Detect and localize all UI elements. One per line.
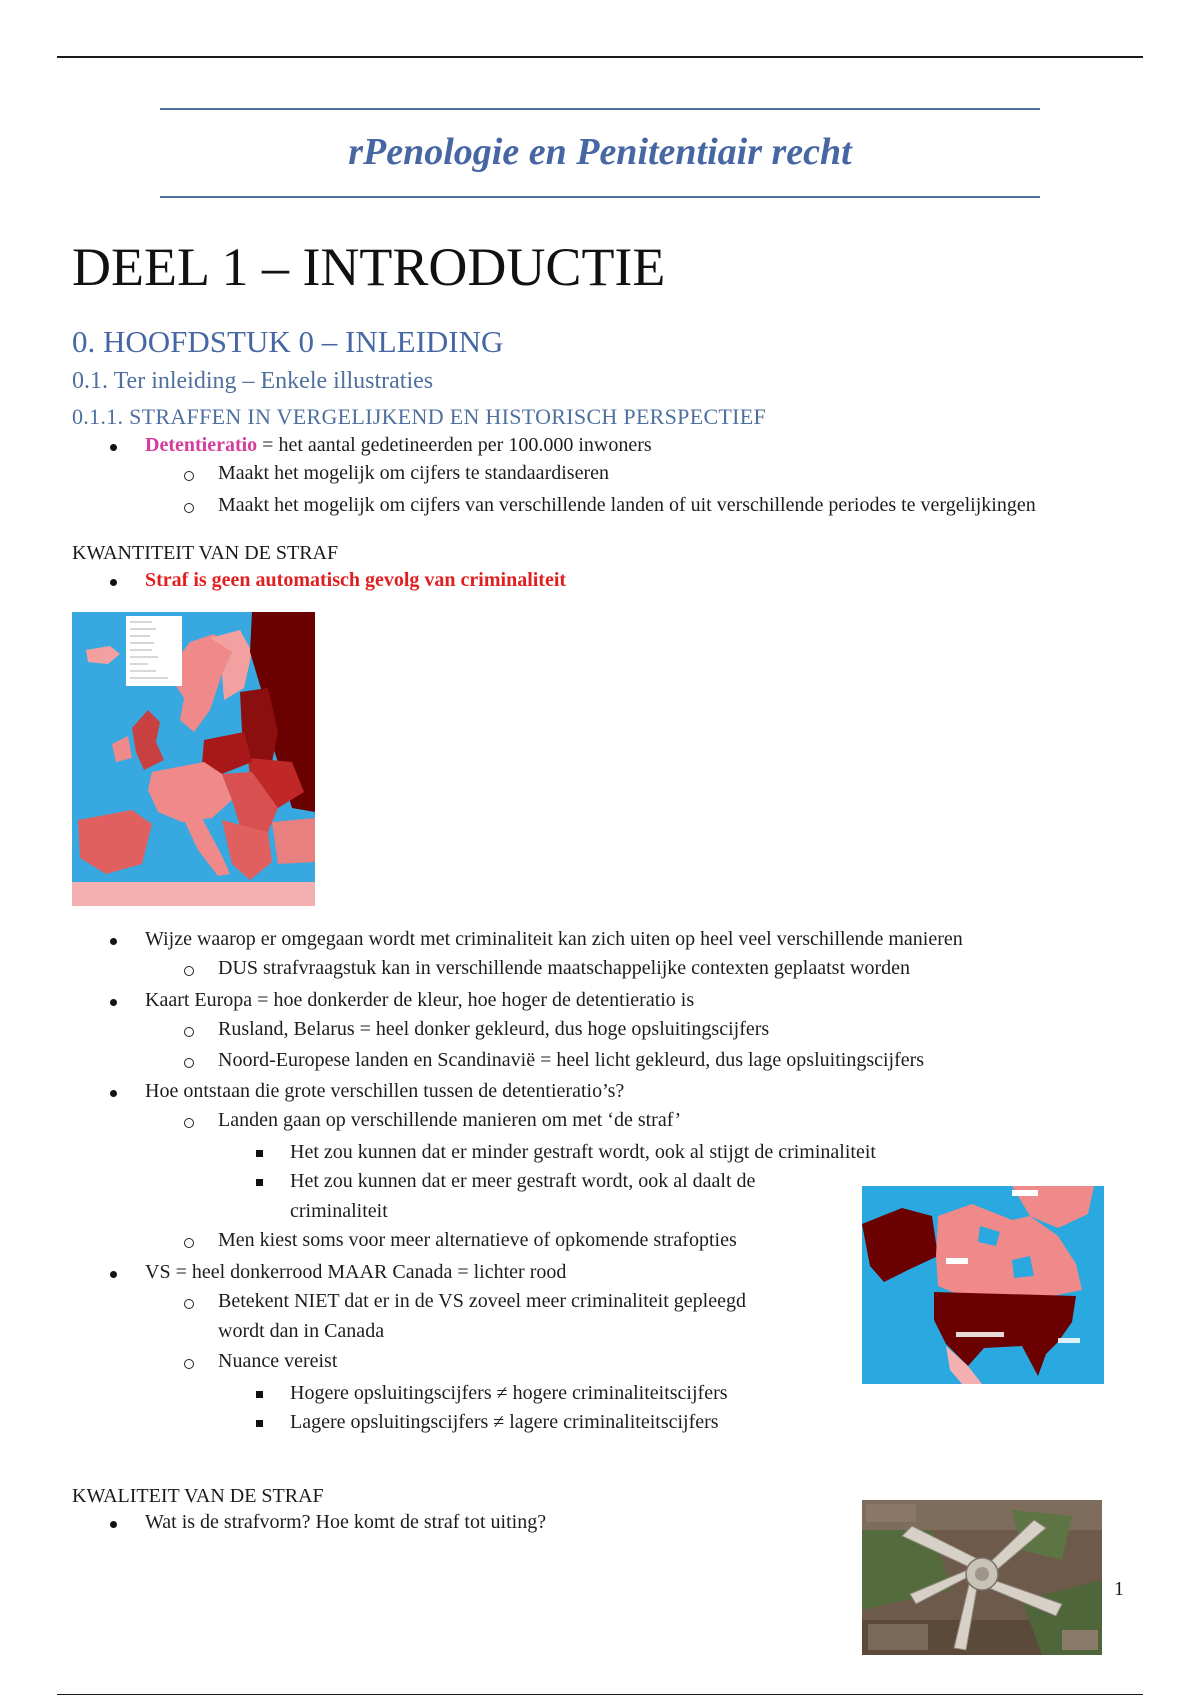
bullet-circle <box>184 471 194 481</box>
list-item-continuation: criminaliteit <box>290 1200 388 1222</box>
list-item: Wijze waarop er omgegaan wordt met criminaliteit kan zich uiten op heel veel verschillende manieren <box>145 928 963 950</box>
list-item: Hoe ontstaan die grote verschillen tussen de detentieratio’s? <box>145 1080 625 1102</box>
part-heading: DEEL 1 – INTRODUCTIE <box>72 237 666 297</box>
bullet-circle <box>184 1027 194 1037</box>
list-item: Kaart Europa = hoe donkerder de kleur, hoe hoger de detentieratio is <box>145 989 695 1011</box>
list-item: Rusland, Belarus = heel donker gekleurd, dus hoge opsluitingscijfers <box>218 1018 770 1040</box>
top-page-rule <box>57 56 1143 58</box>
bullet-dot <box>110 938 117 945</box>
bullet-circle <box>184 1058 194 1068</box>
page-number: 1 <box>1114 1578 1124 1600</box>
detentieratio-definition <box>145 434 652 457</box>
list-item: VS = heel donkerrood MAAR Canada = lichter rood <box>145 1261 567 1283</box>
list-item: Het zou kunnen dat er minder gestraft wordt, ook al stijgt de criminaliteit <box>290 1141 876 1163</box>
list-item: Wat is de strafvorm? Hoe komt de straf tot uiting? <box>145 1511 547 1533</box>
subsection-heading: 0.1.1. STRAFFEN IN VERGELIJKEND EN HISTORISCH PERSPECTIEF <box>72 404 767 429</box>
bullet-square <box>256 1150 263 1157</box>
detentieratio-term: Detentieratio <box>145 434 258 456</box>
bullet-square <box>256 1179 263 1186</box>
list-item: Men kiest soms voor meer alternatieve of opkomende strafopties <box>218 1229 737 1251</box>
key-point-red: Straf is geen automatisch gevolg van criminaliteit <box>145 569 567 591</box>
bullet-square <box>256 1391 263 1398</box>
title-bottom-rule <box>160 196 1040 198</box>
kwantiteit-heading: KWANTITEIT VAN DE STRAF <box>72 542 339 564</box>
bullet-circle <box>184 503 194 513</box>
list-item: DUS strafvraagstuk kan in verschillende maatschappelijke contexten geplaatst worden <box>218 957 910 979</box>
list-item: Landen gaan op verschillende manieren om met ‘de straf’ <box>218 1109 682 1131</box>
bullet-dot <box>110 1521 117 1528</box>
list-item-continuation: wordt dan in Canada <box>218 1320 385 1342</box>
bullet-dot <box>110 999 117 1006</box>
bullet-dot <box>110 1090 117 1097</box>
list-item: Lagere opsluitingscijfers ≠ lagere criminaliteitscijfers <box>290 1411 719 1433</box>
list-item: Nuance vereist <box>218 1350 338 1372</box>
bullet-circle <box>184 1359 194 1369</box>
title-top-rule <box>160 108 1040 110</box>
document-title: rPenologie en Penitentiair recht <box>348 131 852 173</box>
bottom-page-rule <box>57 1694 1143 1695</box>
bullet-circle <box>184 1299 194 1309</box>
bullet-dot <box>110 579 117 586</box>
list-item: Noord-Europese landen en Scandinavië = heel licht gekleurd, dus lage opsluitingscijfers <box>218 1049 925 1071</box>
definition-text: = het aantal gedetineerden per 100.000 inwoners <box>257 434 652 456</box>
prison-aerial-photo <box>862 1500 1102 1655</box>
kwaliteit-heading: KWALITEIT VAN DE STRAF <box>72 1485 324 1507</box>
chapter-heading: 0. HOOFDSTUK 0 – INLEIDING <box>72 324 504 359</box>
list-item: Betekent NIET dat er in de VS zoveel meer criminaliteit gepleegd <box>218 1290 746 1312</box>
north-america-map-image <box>862 1186 1104 1384</box>
bullet-circle <box>184 966 194 976</box>
detentie-sub-2: Maakt het mogelijk om cijfers van verschillende landen of uit verschillende periodes te vergelijkingen <box>218 494 1036 516</box>
bullet-square <box>256 1420 263 1427</box>
europe-map-image <box>72 612 315 906</box>
bullet-dot <box>110 1271 117 1278</box>
bullet-dot <box>110 444 117 451</box>
list-item: Hogere opsluitingscijfers ≠ hogere criminaliteitscijfers <box>290 1382 728 1404</box>
bullet-circle <box>184 1238 194 1248</box>
list-item: Het zou kunnen dat er meer gestraft wordt, ook al daalt de <box>290 1170 756 1192</box>
bullet-circle <box>184 1118 194 1128</box>
section-heading: 0.1. Ter inleiding – Enkele illustraties <box>72 368 434 394</box>
detentie-sub-1: Maakt het mogelijk om cijfers te standaardiseren <box>218 462 609 484</box>
